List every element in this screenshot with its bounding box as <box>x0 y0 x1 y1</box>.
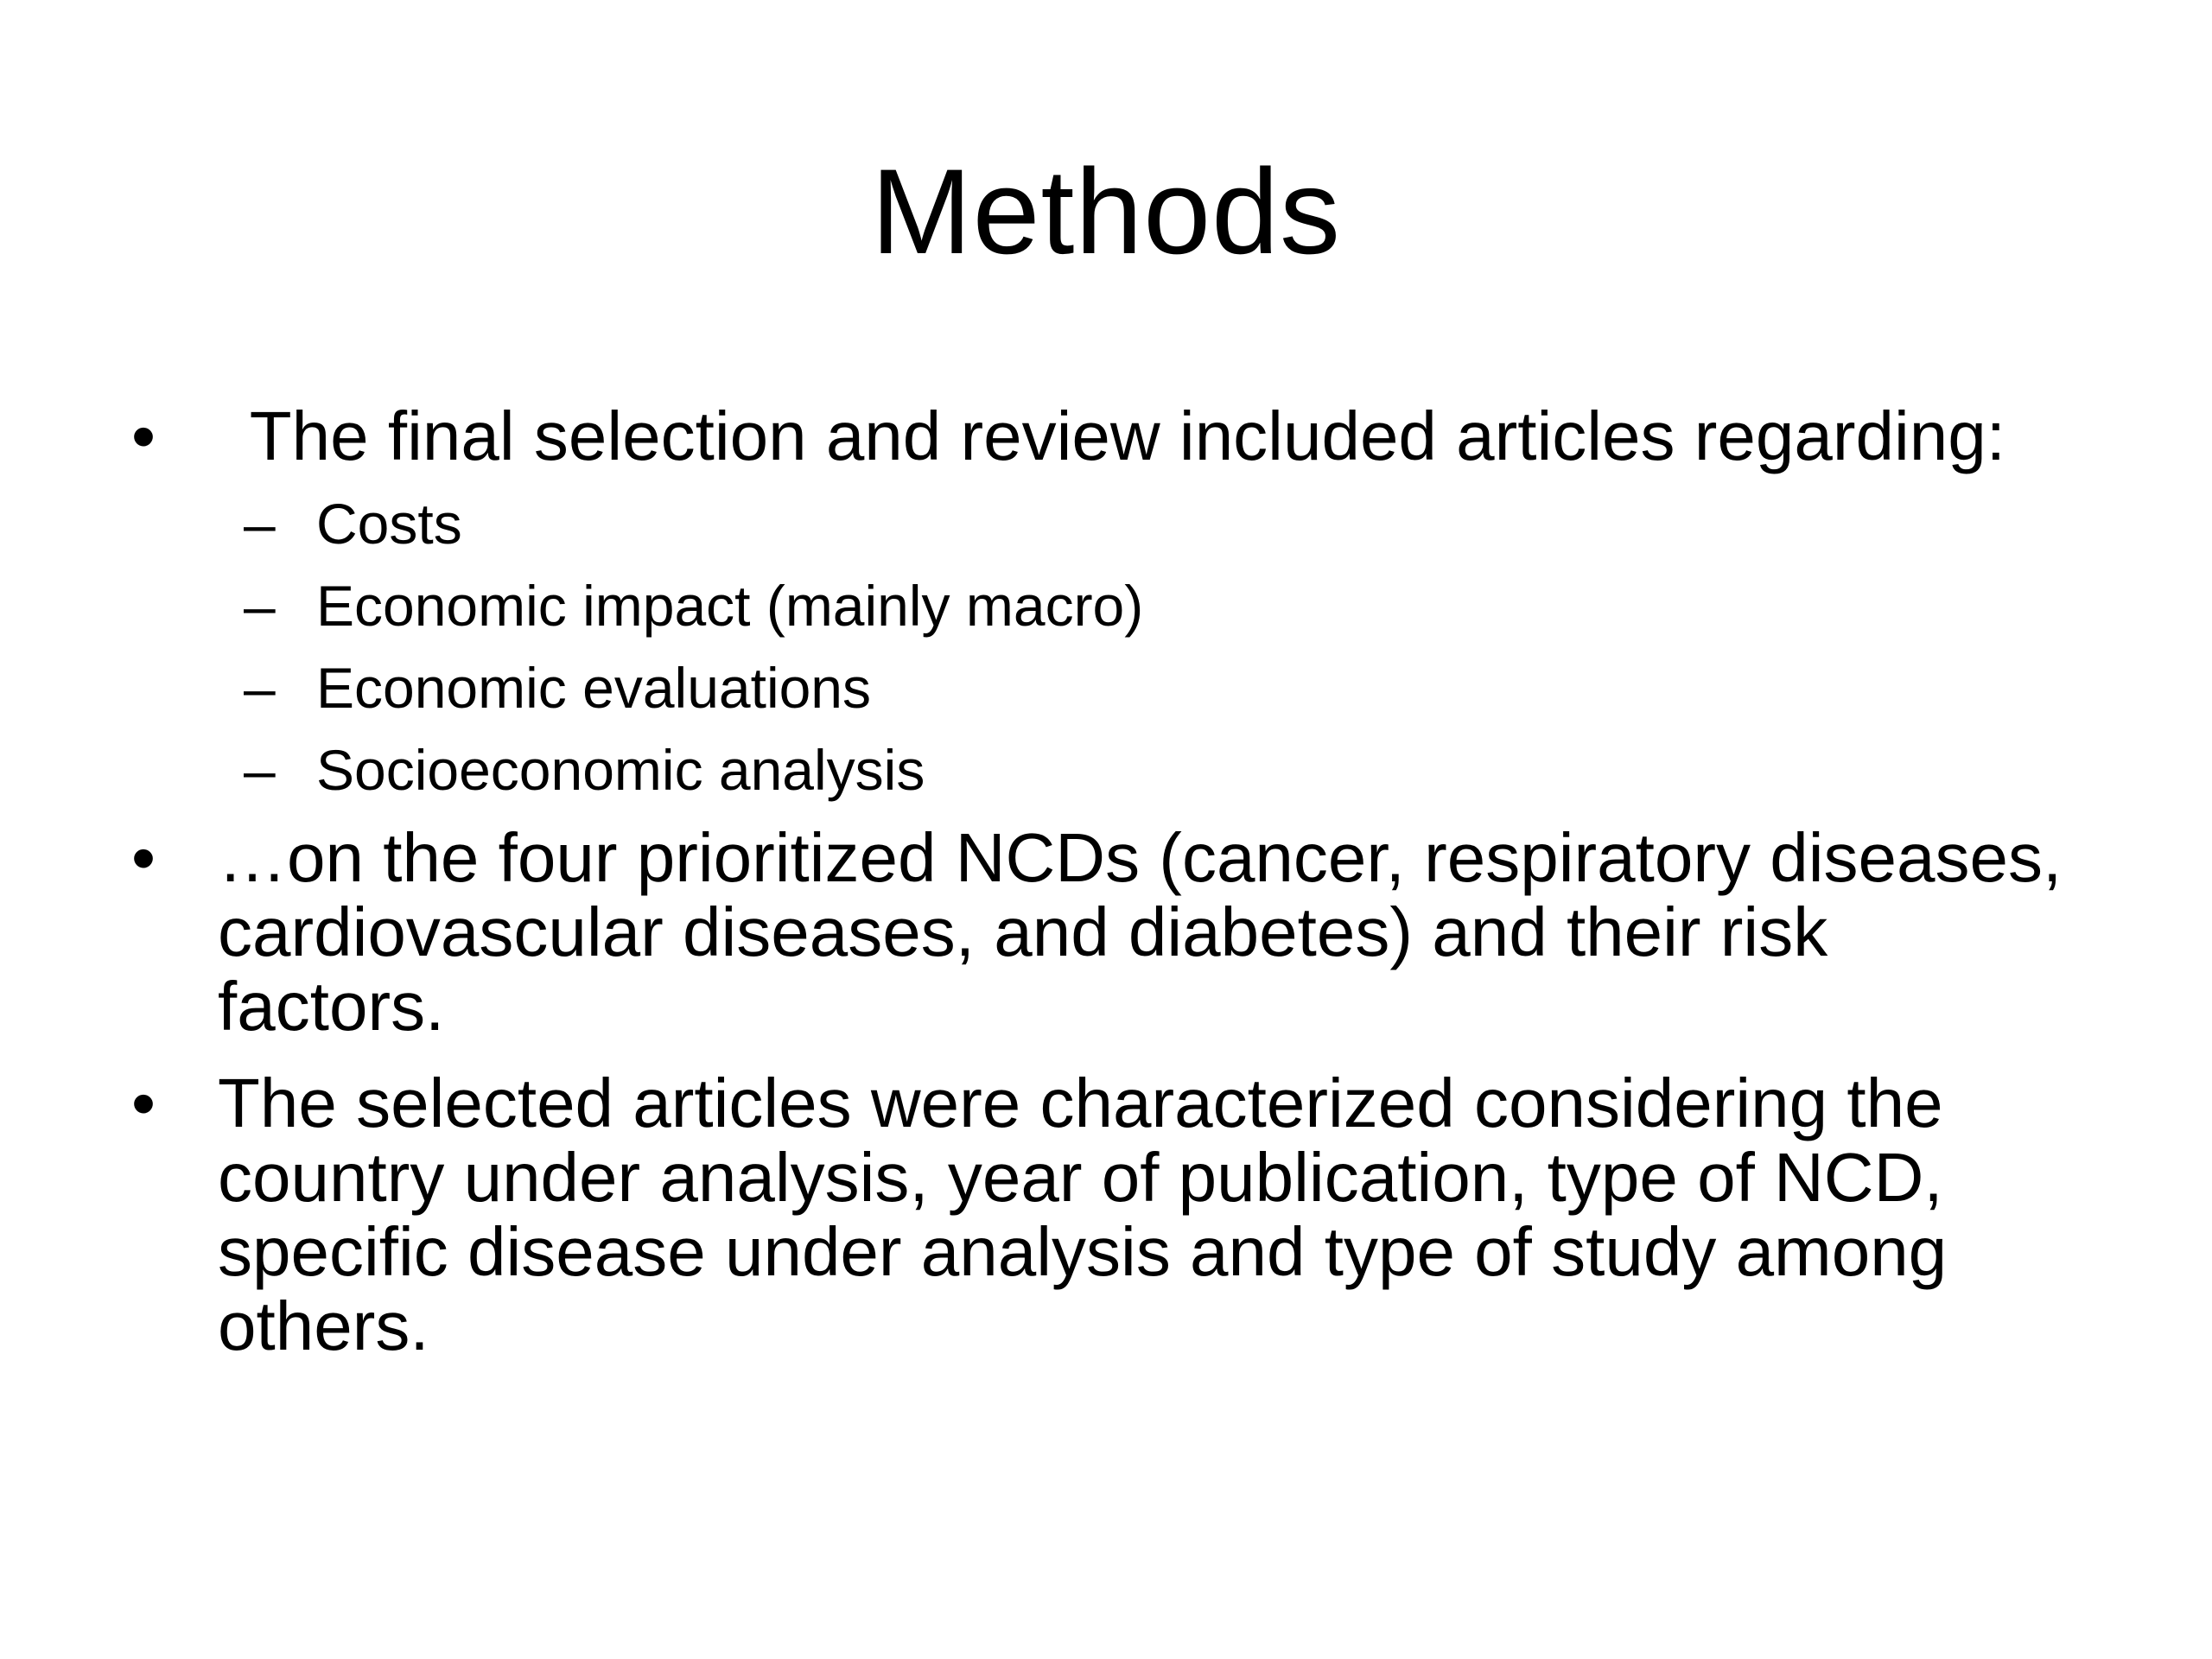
bullet-line: cardiovascular diseases, and diabetes) and their risk <box>218 893 1828 970</box>
sub-item-text: Economic evaluations <box>316 656 872 720</box>
dash-marker: – <box>244 492 276 556</box>
bullet-line: …on the four prioritized NCDs (cancer, respiratory diseases, <box>218 819 2063 896</box>
bullet-text <box>218 821 2162 1044</box>
bullet-line: others. <box>218 1287 429 1364</box>
dash-marker: – <box>244 738 276 802</box>
bullet-marker: • <box>131 1065 156 1141</box>
bullet-text <box>218 1066 2162 1363</box>
sub-item-text: Economic impact (mainly macro) <box>316 574 1144 638</box>
bullet-text: The final selection and review included articles regarding: <box>232 397 2006 474</box>
dash-marker: – <box>244 656 276 720</box>
dash-marker: – <box>244 574 276 638</box>
bullet-marker: • <box>131 819 156 896</box>
sub-item-text: Socioeconomic analysis <box>316 738 925 802</box>
bullet-line: factors. <box>218 968 445 1045</box>
slide-title: Methods <box>871 143 1341 279</box>
bullet-line: The selected articles were characterized considering the <box>218 1065 1943 1141</box>
bullet-marker: • <box>131 397 156 474</box>
sub-item-text: Costs <box>316 492 462 556</box>
bullet-line: country under analysis, year of publication, type of NCD, <box>218 1139 1943 1216</box>
bullet-line: specific disease under analysis and type of study among <box>218 1213 1948 1290</box>
